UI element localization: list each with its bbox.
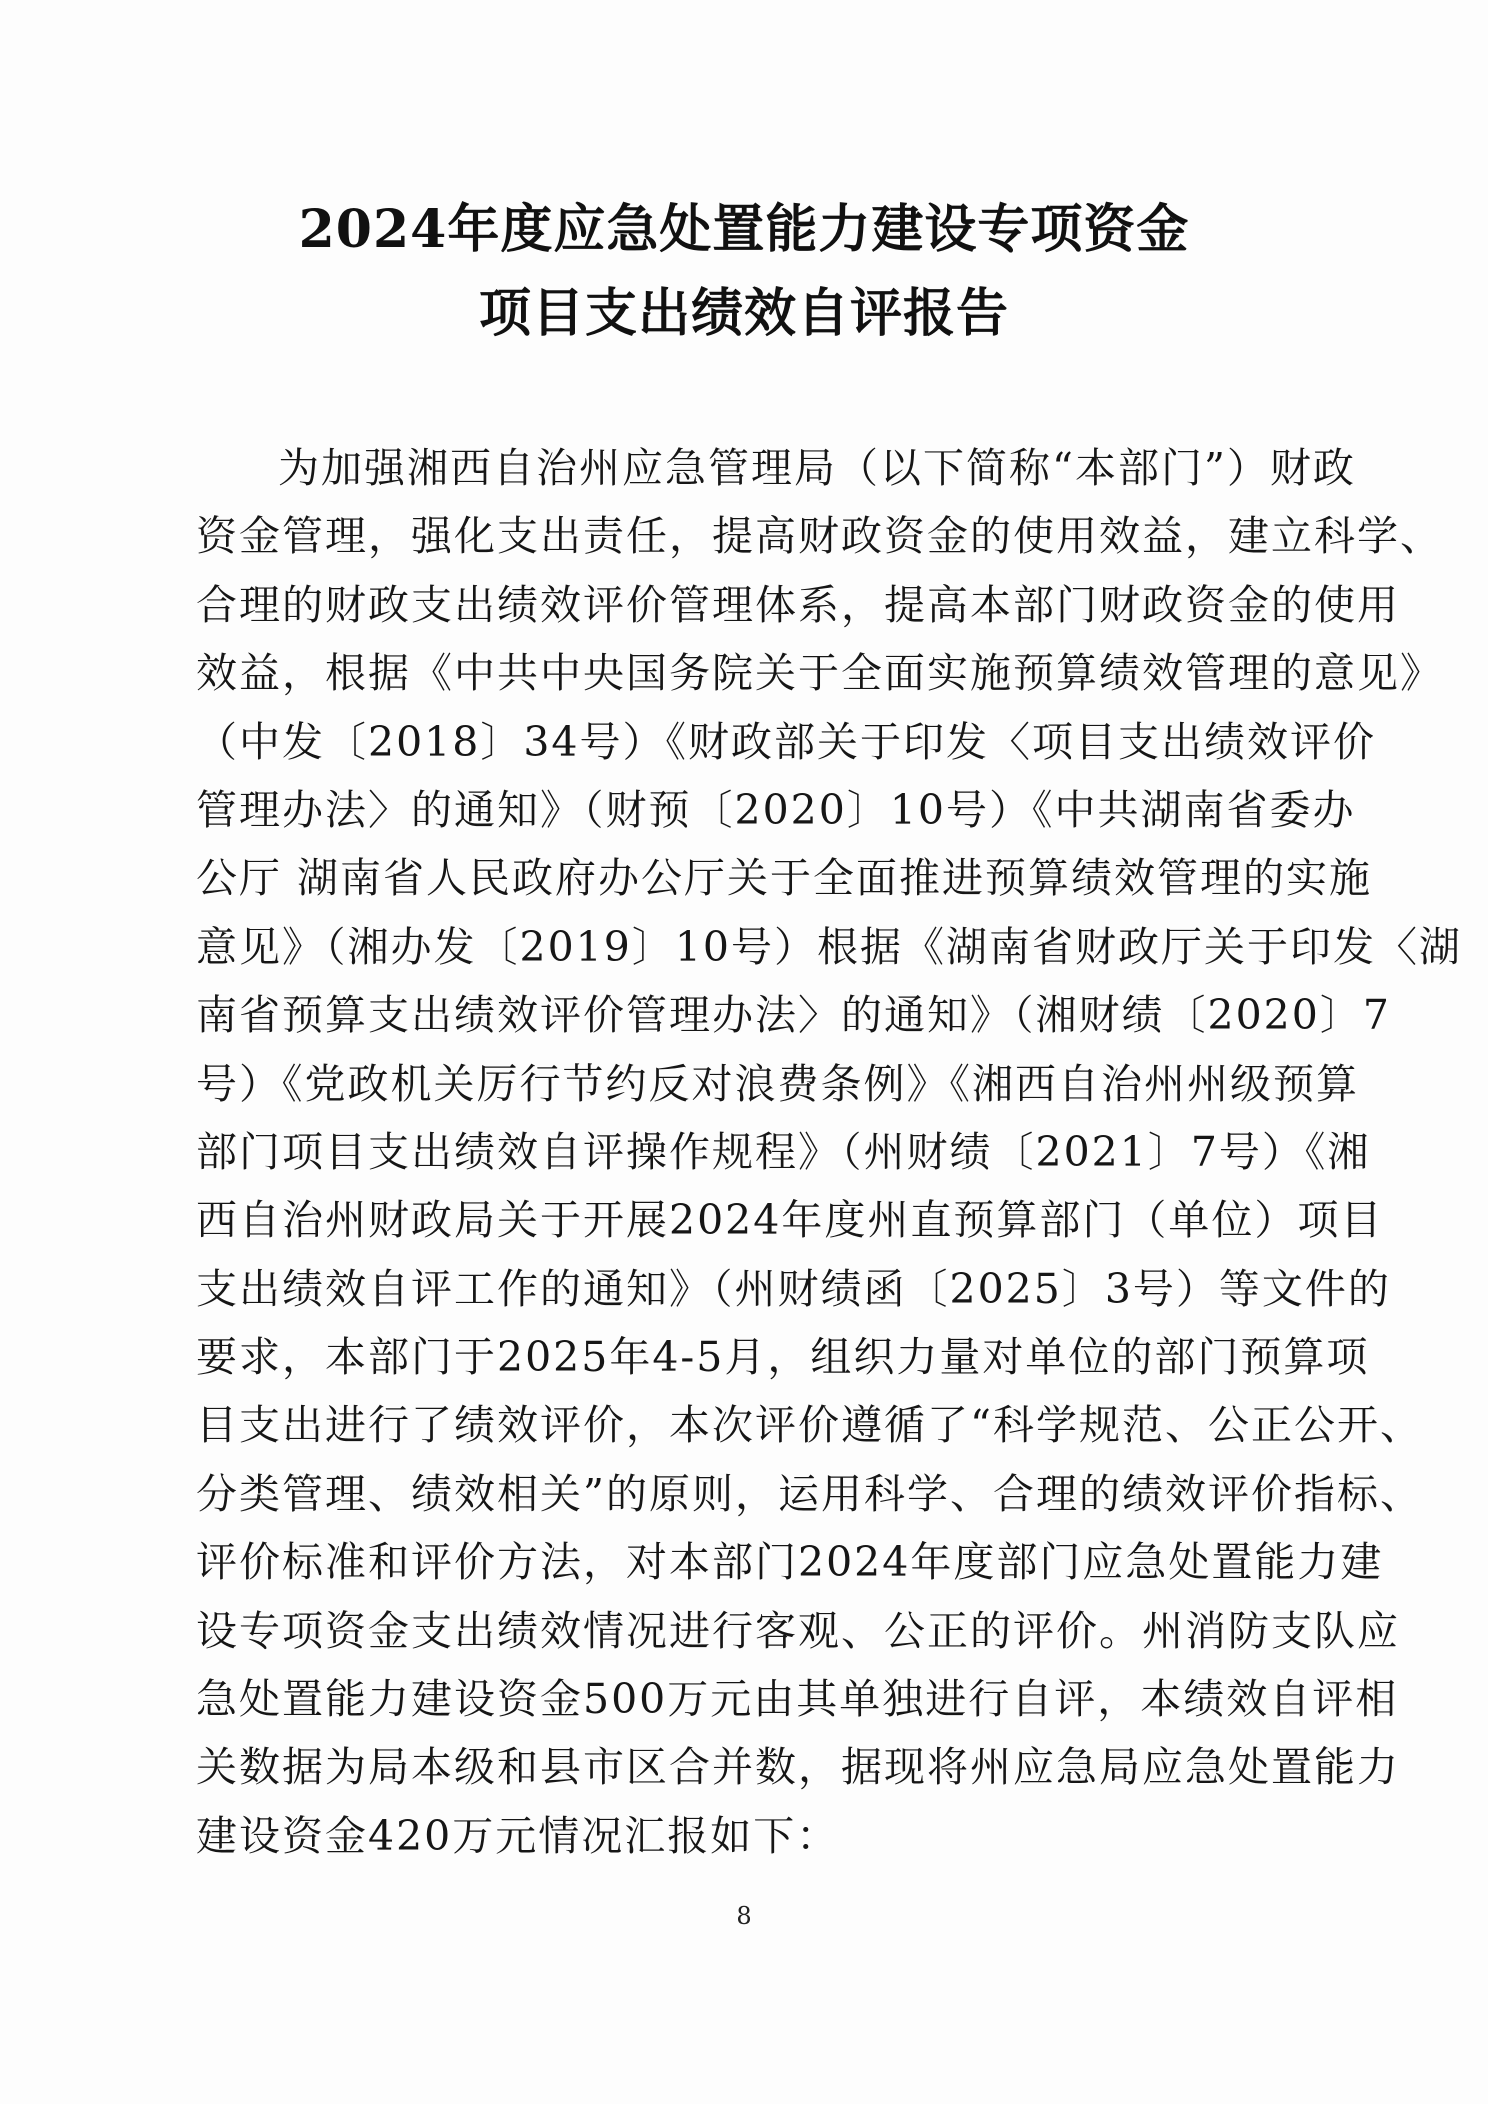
paragraph-line: 急处置能力建设资金500万元由其单独进行自评，本绩效自评相 xyxy=(196,1675,1399,1724)
paragraph-line: 管理办法〉的通知》（财预〔2020〕10号）《中共湖南省委办 xyxy=(196,785,1356,834)
report-body-paragraph xyxy=(196,434,1463,1870)
report-title-line-1: 2024年度应急处置能力建设专项资金 xyxy=(298,199,1190,260)
paragraph-line: 号）《党政机关厉行节约反对浪费条例》《湘西自治州州级预算 xyxy=(196,1059,1359,1108)
paragraph-line: 合理的财政支出绩效评价管理体系，提高本部门财政资金的使用 xyxy=(196,580,1400,629)
paragraph-line: 关数据为局本级和县市区合并数，据现将州应急局应急处置能力 xyxy=(196,1743,1400,1792)
paragraph-line: 南省预算支出绩效评价管理办法〉的通知》（湘财绩〔2020〕7 xyxy=(196,991,1391,1040)
paragraph-line: 目支出进行了绩效评价，本次评价遵循了“科学规范、公正公开、 xyxy=(196,1401,1423,1450)
paragraph-line: 建设资金420万元情况汇报如下： xyxy=(196,1811,840,1860)
paragraph-line: 评价标准和评价方法，对本部门2024年度部门应急处置能力建 xyxy=(196,1538,1384,1587)
page-number: 8 xyxy=(736,1902,752,1930)
paragraph-line: 支出绩效自评工作的通知》（州财绩函〔2025〕3号）等文件的 xyxy=(196,1264,1391,1313)
paragraph-line: 资金管理，强化支出责任，提高财政资金的使用效益，建立科学、 xyxy=(196,512,1443,561)
paragraph-line: 要求，本部门于2025年4-5月，组织力量对单位的部门预算项 xyxy=(196,1333,1370,1382)
paragraph-line: 意见》（湘办发〔2019〕10号）根据《湖南省财政厅关于印发〈湖 xyxy=(196,922,1463,971)
paragraph-line: 部门项目支出绩效自评操作规程》（州财绩〔2021〕7号）《湘 xyxy=(196,1127,1371,1176)
paragraph-line: 效益，根据《中共中央国务院关于全面实施预算绩效管理的意见》 xyxy=(196,649,1443,698)
paragraph-line: 设专项资金支出绩效情况进行客观、公正的评价。州消防支队应 xyxy=(196,1606,1400,1655)
paragraph-line: 为加强湘西自治州应急管理局（以下简称“本部门”）财政 xyxy=(278,444,1356,492)
paragraph-line: （中发〔2018〕34号）《财政部关于印发〈项目支出绩效评价 xyxy=(196,717,1377,766)
paragraph-line: 公厅 湖南省人民政府办公厅关于全面推进预算绩效管理的实施 xyxy=(196,854,1373,903)
report-title-line-2: 项目支出绩效自评报告 xyxy=(478,283,1009,344)
paragraph-line: 西自治州财政局关于开展2024年度州直预算部门（单位）项目 xyxy=(196,1196,1384,1245)
paragraph-line: 分类管理、绩效相关”的原则，运用科学、合理的绩效评价指标、 xyxy=(196,1469,1423,1518)
